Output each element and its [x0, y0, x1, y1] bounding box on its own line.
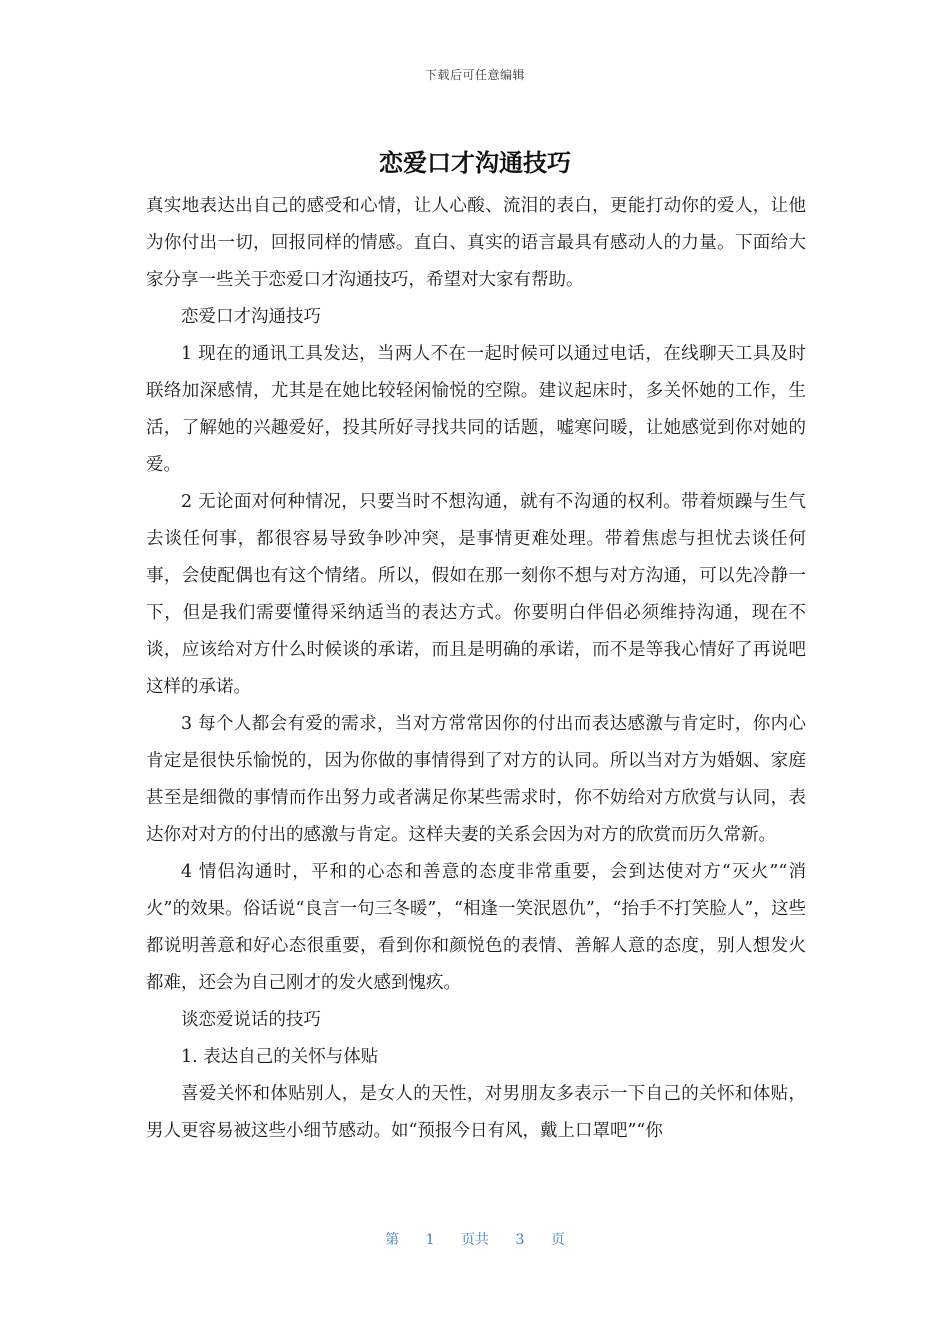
document-body [146, 188, 806, 1150]
intro-paragraph: 真实地表达出自己的感受和心情，让人心酸、流泪的表白，更能打动你的爱人，让他为你付出一切，回报同样的情感。直白、真实的语言最具有感动人的力量。下面给大家分享一些关于恋爱口才沟通技巧，希望对大家有帮助。 [146, 196, 806, 290]
body-paragraph: 1 现在的通讯工具发达，当两人不在一起时候可以通过电话，在线聊天工具及时联络加深感情，尤其是在她比较轻闲愉悦的空隙。建议起床时，多关怀她的工作，生活，了解她的兴趣爱好，投其所好寻找共同的话题，嘘寒问暖，让她感觉到你对她的爱。 [146, 344, 806, 475]
page-footer [0, 1229, 950, 1249]
section-heading: 恋爱口才沟通技巧 [181, 307, 321, 327]
header-note: 下载后可任意编辑 [424, 68, 525, 82]
subsection-heading: 1. 表达自己的关怀与体贴 [181, 1047, 379, 1067]
footer-page-total: 3 [515, 1232, 525, 1248]
document-title: 恋爱口才沟通技巧 [379, 149, 571, 177]
body-paragraph: 2 无论面对何种情况，只要当时不想沟通，就有不沟通的权利。带着烦躁与生气去谈任何事，都很容易导致争吵冲突，是事情更难处理。带着焦虑与担忧去谈任何事，会使配偶也有这个情绪。所以，假如在那一刻你不想与对方沟通，可以先冷静一下，但是我们需要懂得采纳适当的表达方式。你要明白伴侣必须维持沟通，现在不谈，应该给对方什么时候谈的承诺，而且是明确的承诺，而不是等我心情好了再说吧这样的承诺。 [146, 492, 806, 697]
body-paragraph: 3 每个人都会有爱的需求，当对方常常因你的付出而表达感激与肯定时，你内心肯定是很快乐愉悦的，因为你做的事情得到了对方的认同。所以当对方为婚姻、家庭甚至是细微的事情而作出努力或者满足你某些需求时，你不妨给对方欣赏与认同，表达你对对方的付出的感激与肯定。这样夫妻的关系会因为对方的欣赏而历久常新。 [146, 714, 806, 845]
footer-page-end: 页 [550, 1232, 565, 1248]
footer-page-word: 第 [385, 1232, 400, 1248]
section-heading: 谈恋爱说话的技巧 [181, 1010, 321, 1030]
footer-page-mid: 页共 [461, 1232, 489, 1248]
body-paragraph: 4 情侣沟通时，平和的心态和善意的态度非常重要，会到达使对方“灭火”“消火”的效果。俗话说“良言一句三冬暖”，“相逢一笑泯恩仇”，“抬手不打笑脸人”，这些都说明善意和好心态很重要，看到你和颜悦色的表情、善解人意的态度，别人想发火都难，还会为自己刚才的发火感到愧疚。 [146, 862, 806, 993]
body-paragraph: 喜爱关怀和体贴别人，是女人的天性，对男朋友多表示一下自己的关怀和体贴，男人更容易被这些小细节感动。如“预报今日有风，戴上口罩吧”“你 [146, 1084, 806, 1141]
footer-page-current: 1 [425, 1232, 435, 1248]
